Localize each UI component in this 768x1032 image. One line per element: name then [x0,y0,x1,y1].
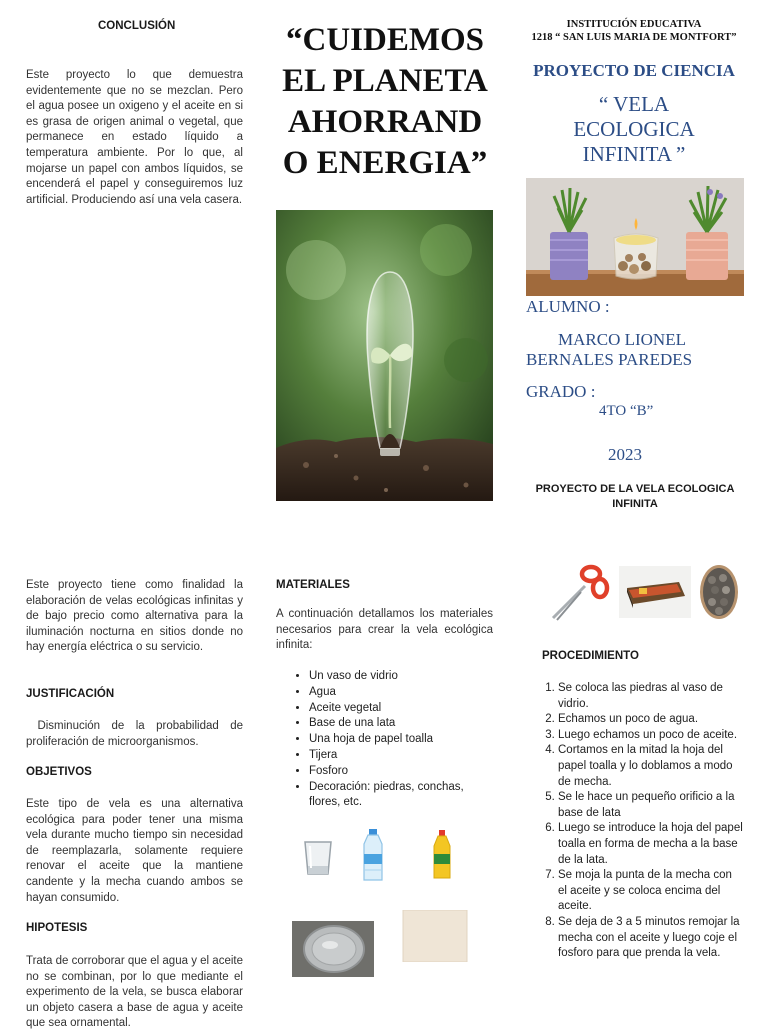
list-item: • Una hoja de papel toalla [309,732,493,748]
justification-text: Disminución de la probabilidad de proliferación de microorganismos. [26,720,247,748]
grade-label: GRADO : [526,382,596,401]
project-title-line: “ VELA [598,92,670,116]
list-item: 2. Echamos un poco de agua. [558,712,744,728]
list-item: 4. Cortamos en la mitad la hoja del papel toalla y lo doblamos a modo de mecha. [558,743,744,790]
hypothesis-text: Trata de corroborar que el agua y el aceite no se combinan, por lo que mediante el experimento de la vela, se busca elaborar un objeto casera a base de agua y aceite que sea ornamental. [26,955,243,1030]
list-item: 5. Se le hace un pequeño orificio a la base de lata [558,790,744,821]
grade-value: 4TO “B” [599,403,654,419]
cover-title-line: AHORRAND [287,104,483,140]
glass-image [296,830,340,882]
scissors-image [547,562,611,622]
candle-plants-photo [526,178,744,296]
cover-title [270,20,500,184]
stones-image [698,562,740,622]
list-item: • Decoración: piedras, conchas, flores, etc. [309,780,493,812]
paper-towel-image [402,910,468,962]
objectives-heading: OBJETIVOS [26,766,92,778]
procedure-list [528,681,744,962]
matchbox-image [619,566,691,618]
institution-line: 1218 “ SAN LUIS MARIA DE MONTFORT” [531,32,737,43]
cover-title-line: EL PLANETA [282,63,488,99]
cover-subtitle-line: INFINITA [612,498,658,510]
procedure-heading: PROCEDIMIENTO [542,650,639,662]
list-item: • Base de una lata [309,716,493,732]
list-item: • Aceite vegetal [309,701,493,717]
student-name-line: BERNALES PAREDES [526,350,693,369]
institution-name [518,18,750,44]
list-item: 1. Se coloca las piedras al vaso de vidrio. [558,681,744,712]
project-title [518,92,750,167]
list-item: 6. Luego se introduce la hoja del papel toalla en forma de mecha a la base de la lata. [558,821,744,868]
materials-intro: A continuación detallamos los materiales necesarios para crear la vela ecológica infinita: [276,608,493,652]
list-item: 3. Luego echamos un poco de aceite. [558,728,744,744]
project-title-line: INFINITA ” [582,142,686,166]
procedure-list-wrap [528,681,744,962]
year: 2023 [608,445,642,464]
list-item: • Tijera [309,748,493,764]
student-label: ALUMNO : [526,297,610,316]
list-item: • Fosforo [309,764,493,780]
project-title-line: ECOLOGICA [573,117,695,141]
materials-list [276,669,493,811]
cover-title-line: “CUIDEMOS [285,22,485,58]
student-name-line: MARCO LIONEL [558,330,686,349]
can-lid-image [292,921,374,977]
institution-line: INSTITUCIÓN EDUCATIVA [566,19,702,30]
list-item: 7. Se moja la punta de la mecha con el aceite y se coloca encima del aceite. [558,868,744,915]
objectives-text: Este tipo de vela es una alternativa ecológica para poder tener una misma vela durante mucho tiempo sin necesidad de reemplazarla, solamente requiere renovar el aceite que la mantiene candente y la mecha cuando ambos se hayan consumido. [26,798,243,904]
water-bottle-image [350,826,396,884]
list-item: • Agua [309,685,493,701]
lightbulb-sprout-image [276,210,493,501]
list-item: 8. Se deja de 3 a 5 minutos remojar la mecha con el aceite y luego coje el fosforo para que prenda la vela. [558,915,744,962]
project-type: PROYECTO DE CIENCIA [533,61,735,80]
cover-title-line: O ENERGIA” [282,145,488,181]
conclusion-heading: CONCLUSIÓN [98,20,176,32]
cover-subtitle-line: PROYECTO DE LA VELA ECOLOGICA [535,483,735,495]
list-item: • Un vaso de vidrio [309,669,493,685]
justification-heading: JUSTIFICACIÓN [26,688,115,700]
oil-bottle-image [420,826,464,884]
cover-subtitle [526,482,744,512]
student-name [526,330,706,370]
materials-list-wrap [276,669,493,811]
hypothesis-heading: HIPOTESIS [26,922,88,934]
conclusion-text: Este proyecto lo que demuestra evidentemente que no se mezclan. Pero el agua posee un oxigeno y el aceite en si es grasa de origen animal o vegetal, que permanece en estado líquido a temperatura ambiente. Por lo que, al mojarse un papel con ambos líquidos, se encenderá el papel y conseguiremos luz artificial. Produciendo así una vela casera. [26,69,243,206]
materials-heading: MATERIALES [276,579,350,591]
intro-text: Este proyecto tiene como finalidad la elaboración de velas ecológicas infinitas y de bajo precio como alternativa para la iluminación nocturna en sitios donde no hay energía eléctrica o su servicio. [26,579,243,654]
